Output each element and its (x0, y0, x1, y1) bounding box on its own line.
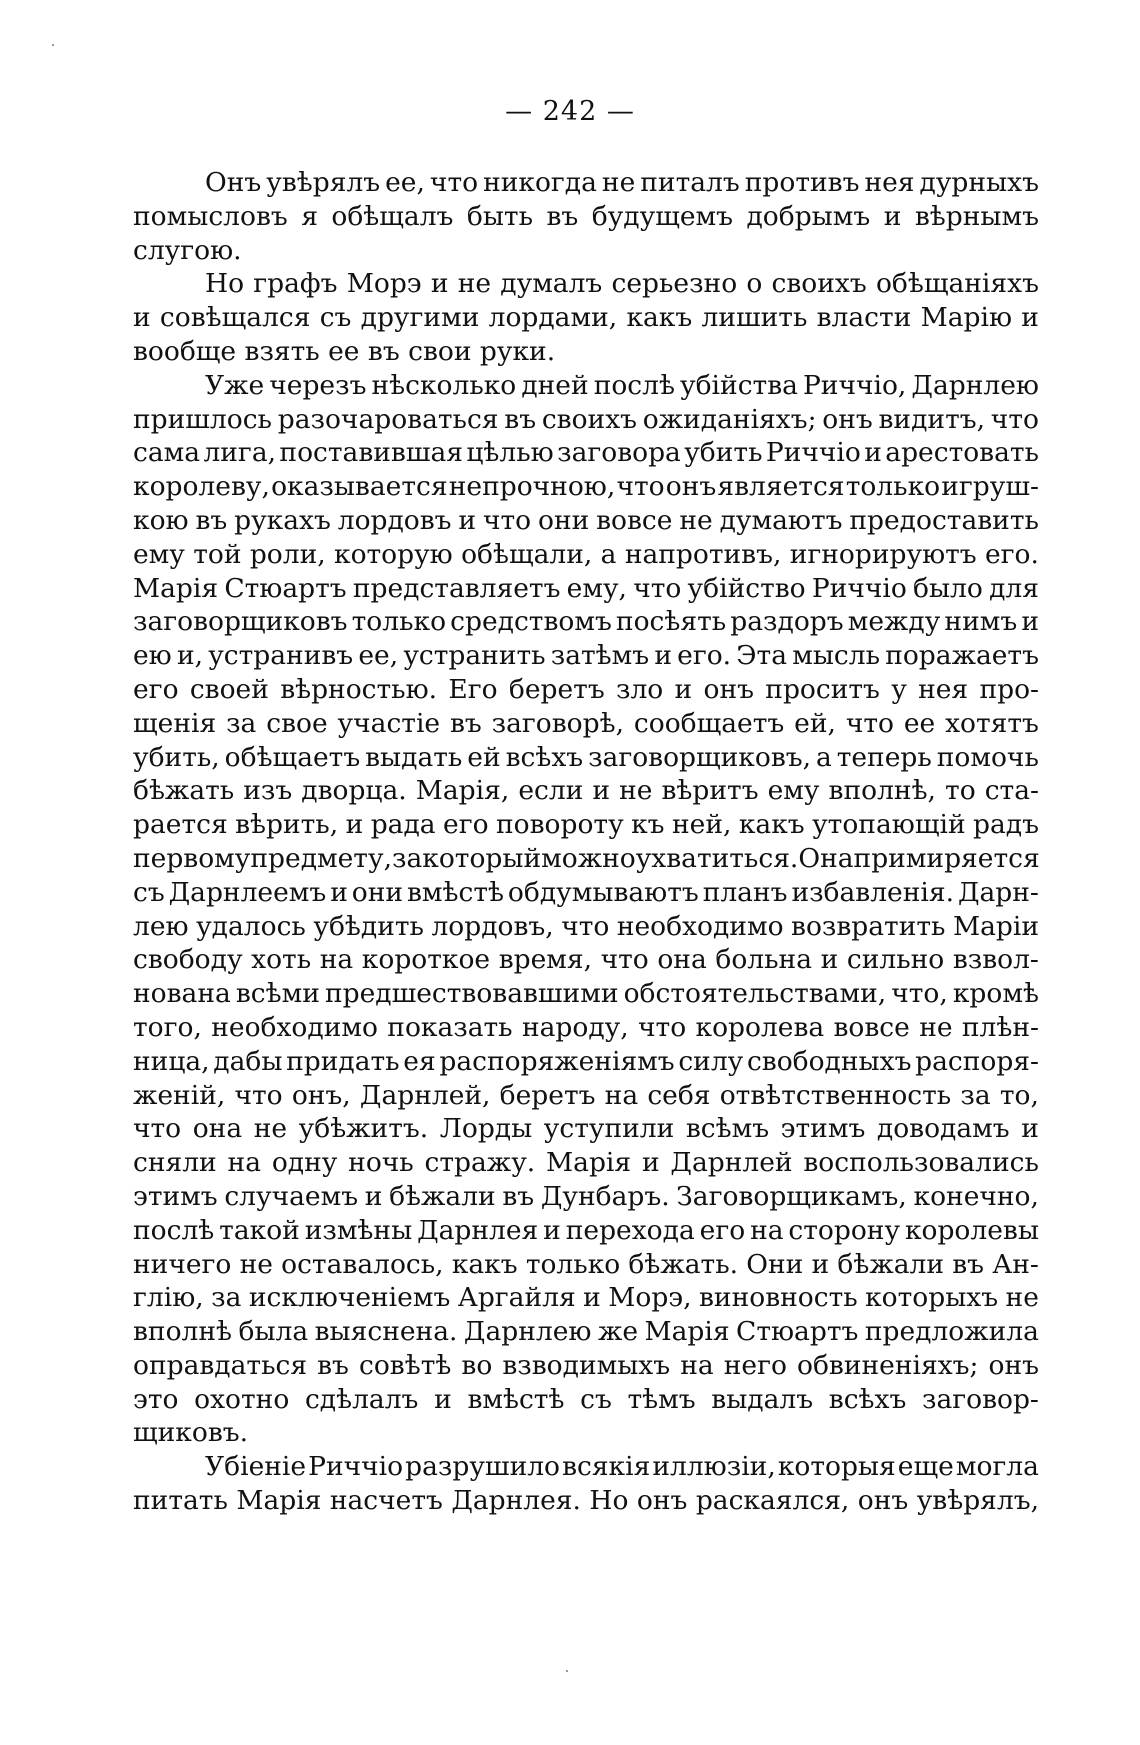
text-line: послѣ такой измѣны Дарнлея и перехода его на сторону королевы (133, 1214, 1039, 1246)
text-line: его своей вѣрностью. Его беретъ зло и онъ проситъ у нея про- (133, 673, 1039, 705)
paper-speck (52, 44, 54, 46)
text-line: слугою. (133, 234, 242, 266)
text-line: ничего не оставалось, какъ только бѣжать. Они и бѣжали въ Ан- (133, 1248, 1039, 1280)
text-line: ница, дабы придать ея распоряженіямъ силу свободныхъ распоря- (133, 1045, 1039, 1077)
paper-speck (566, 1670, 568, 1672)
text-line: ею и, устранивъ ее, устранить затѣмъ и его. Эта мысль поражаетъ (133, 640, 1039, 672)
text-line: рается вѣрить, и рада его повороту къ ней, какъ утопающій радъ (133, 809, 1039, 841)
text-line: королеву, оказывается непрочною, что онъ является только игруш- (133, 471, 1039, 503)
text-line: пришлось разочароваться въ своихъ ожиданіяхъ; онъ видитъ, что (133, 403, 1039, 435)
text-line: съ Дарнлеемъ и они вмѣстѣ обдумываютъ планъ избавленія. Дарн- (133, 876, 1039, 908)
text-line: бѣжать изъ дворца. Марія, если и не вѣритъ ему вполнѣ, то ста- (133, 775, 1039, 807)
paragraph-1 (133, 166, 1039, 267)
text-line: Онъ увѣрялъ ее, что никогда не питалъ противъ нея дурныхъ (205, 167, 1039, 198)
paragraph-3 (133, 369, 1039, 1451)
paragraph-2 (133, 267, 1039, 368)
paragraph-4 (133, 1450, 1039, 1518)
text-line: питать Марія насчетъ Дарнлея. Но онъ раскаялся, онъ увѣрялъ, (133, 1485, 1039, 1517)
text-line: первому предмету, за который можно ухватиться. Она примиряется (133, 842, 1040, 874)
text-line: лею удалось убѣдить лордовъ, что необходимо возвратить Маріи (133, 910, 1039, 942)
text-line: вообще взять ее въ свои руки. (133, 335, 556, 367)
body-text (133, 166, 1039, 1518)
text-line: помысловъ я обѣщалъ быть въ будущемъ добрымъ и вѣрнымъ (133, 200, 1039, 232)
text-line: того, необходимо показать народу, что королева вовсе не плѣн- (133, 1011, 1039, 1043)
text-line: это охотно сдѣлалъ и вмѣстѣ съ тѣмъ выдалъ всѣхъ заговор- (133, 1383, 1039, 1415)
text-line: Уже черезъ нѣсколько дней послѣ убійства Риччіо, Дарнлею (205, 369, 1039, 401)
text-line: заговорщиковъ только средствомъ посѣять раздоръ между нимъ и (133, 606, 1039, 638)
text-line: глію, за исключеніемъ Аргайля и Морэ, виновность которыхъ не (133, 1282, 1039, 1314)
text-line: что она не убѣжитъ. Лорды уступили всѣмъ этимъ доводамъ и (133, 1113, 1039, 1145)
text-line: убить, обѣщаетъ выдать ей всѣхъ заговорщиковъ, а теперь помочь (133, 741, 1039, 773)
text-line: сняли на одну ночь стражу. Марія и Дарнлей воспользовались (133, 1147, 1039, 1179)
text-line: этимъ случаемъ и бѣжали въ Дунбаръ. Заговорщикамъ, конечно, (133, 1180, 1039, 1212)
text-line: женій, что онъ, Дарнлей, беретъ на себя отвѣтственность за то, (133, 1079, 1039, 1111)
text-line: щиковъ. (133, 1417, 249, 1449)
text-line: Убіеніе Риччіо разрушило всякія иллюзіи, которыя еще могла (205, 1451, 1039, 1483)
text-line: нована всѣми предшествовавшими обстоятельствами, что, кромѣ (133, 978, 1039, 1010)
text-line: Марія Стюартъ представляетъ ему, что убійство Риччіо было для (133, 572, 1039, 604)
text-line: вполнѣ была выяснена. Дарнлею же Марія Стюартъ предложила (133, 1316, 1039, 1348)
text-line: ему той роли, которую обѣщали, а напротивъ, игнорируютъ его. (133, 538, 1039, 570)
text-line: кою въ рукахъ лордовъ и что они вовсе не думаютъ предоставить (133, 504, 1039, 536)
text-line: свободу хоть на короткое время, что она больна и сильно взвол- (133, 944, 1039, 976)
text-line: оправдаться въ совѣтѣ во взводимыхъ на него обвиненіяхъ; онъ (133, 1349, 1039, 1381)
text-line: сама лига, поставившая цѣлью заговора убить Риччіо и арестовать (133, 437, 1039, 469)
text-line: щенія за свое участіе въ заговорѣ, сообщаетъ ей, что ее хотятъ (133, 707, 1039, 739)
text-line: Но графъ Морэ и не думалъ серьезно о своихъ обѣщаніяхъ (205, 268, 1039, 300)
page-number: — 242 — (505, 96, 635, 127)
text-line: и совѣщался съ другими лордами, какъ лишить власти Марію и (133, 302, 1039, 334)
